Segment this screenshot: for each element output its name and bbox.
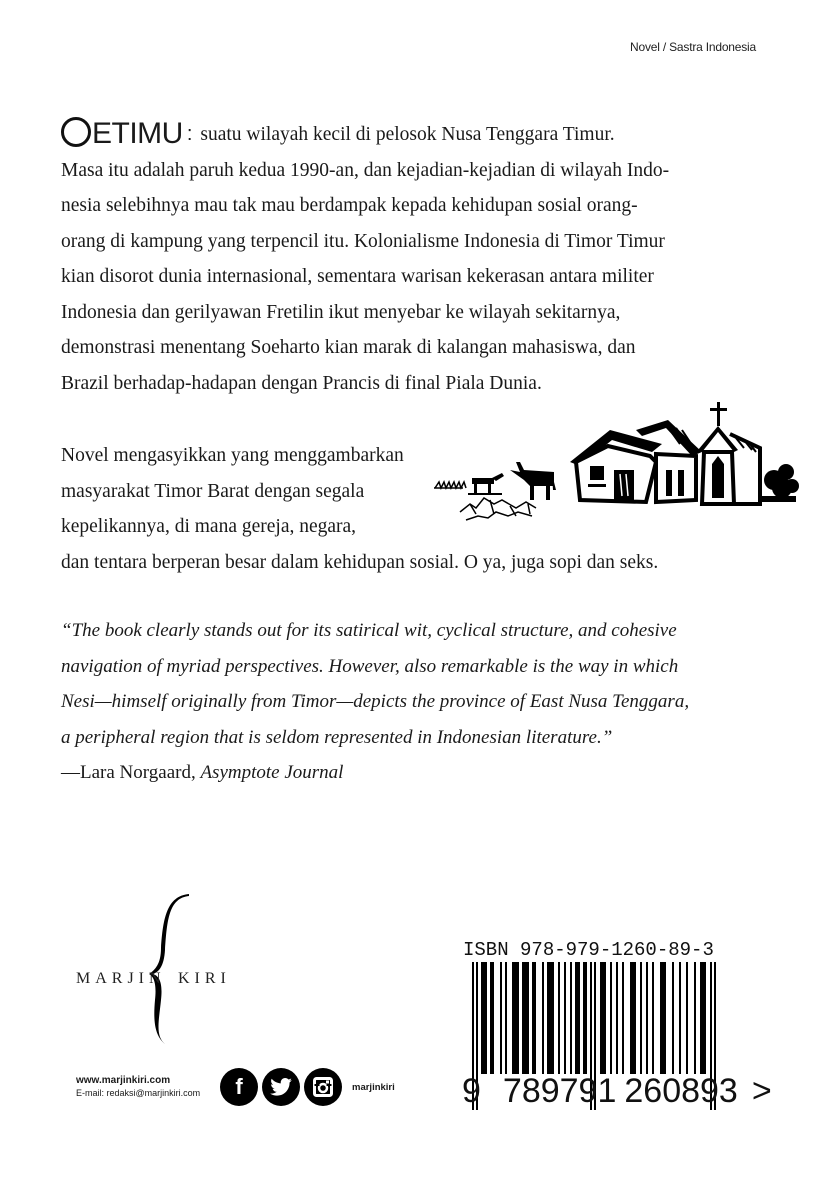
ean-digits [462,1072,772,1111]
synopsis-line: Novel mengasyikkan yang menggambarkan [61,445,404,466]
title-word-rest: ETIMU [92,117,183,150]
review-quote [61,613,761,791]
title-oetimu [61,117,183,150]
attribution-author: —Lara Norgaard, [61,762,201,783]
website-link[interactable]: www.marjinkiri.com [76,1075,171,1086]
title-colon: : [186,123,193,145]
shrub-icon [760,464,799,502]
animal-small-icon [468,473,504,495]
grass-icon [434,482,466,488]
cracked-ground-icon [460,498,536,520]
logo-text-kiri: KIRI [178,970,231,987]
synopsis-line: suatu wilayah kecil di pelosok Nusa Tenggara Timur. [200,124,615,145]
quote-line: Nesi—himself originally from Timor—depicts the province of East Nusa Tenggara, [61,691,690,712]
instagram-camera-icon [313,1077,333,1097]
ean-arrow: > [751,1072,772,1110]
publisher-contact [76,1075,200,1098]
synopsis-line: dan tentara berperan besar dalam kehidupan sosial. O ya, juga sopi dan seks. [61,551,659,573]
quote-line: navigation of myriad perspectives. However, also remarkable is the way in which [61,655,679,677]
email-link[interactable]: E-mail: redaksi@marjinkiri.com [76,1088,201,1098]
synopsis-line: orang di kampung yang terpencil itu. Kolonialisme Indonesia di Timor Timur [61,230,665,252]
facebook-glyph: f [235,1074,243,1099]
isbn-label: ISBN 978-979-1260-89-3 [463,939,714,961]
twitter-icon[interactable] [262,1068,300,1106]
title-initial-o [61,117,91,147]
ean-group-2: 260893 [624,1072,738,1110]
cow-icon [510,462,556,500]
ean-first-digit: 9 [462,1072,481,1110]
social-links [220,1068,395,1106]
attribution-source: Asymptote Journal [200,762,344,783]
synopsis-line: Brazil berhadap-hadapan dengan Prancis di final Piala Dunia. [61,372,542,394]
quote-line: a peripheral region that is seldom represented in Indonesian literature.” [61,726,613,748]
publisher-logo [70,890,270,1050]
ean-group-1: 789791 [502,1072,617,1110]
twitter-bird-icon [270,1078,292,1096]
quote-attribution [61,762,343,783]
village-illustration [430,400,800,530]
synopsis-line: Masa itu adalah paruh kedua 1990-an, dan kejadian-kejadian di wilayah Indo- [61,159,670,181]
houses-icon [570,420,702,502]
logo-text-marjin: MARJIN [76,970,166,987]
instagram-icon[interactable] [304,1068,342,1106]
social-handle: marjinkiri [352,1081,395,1093]
facebook-icon[interactable] [220,1068,258,1106]
church-icon [698,402,760,504]
category-label: Novel / Sastra Indonesia [630,40,756,54]
synopsis-line: kian disorot dunia internasional, sementara warisan kekerasan antara militer [61,266,654,287]
synopsis-line: nesia selebihnya mau tak mau berdampak kepada kehidupan sosial orang- [61,195,638,216]
quote-line: “The book clearly stands out for its satirical wit, cyclical structure, and cohesive [61,620,677,641]
synopsis-line: demonstrasi menentang Soeharto kian marak di kalangan mahasiswa, dan [61,337,636,358]
synopsis-line: kepelikannya, di mana gereja, negara, [61,516,357,537]
synopsis-line: masyarakat Timor Barat dengan segala [61,480,365,502]
synopsis-line: Indonesia dan gerilyawan Fretilin ikut menyebar ke wilayah sekitarnya, [61,301,621,323]
synopsis-paragraph-1 [61,116,761,401]
